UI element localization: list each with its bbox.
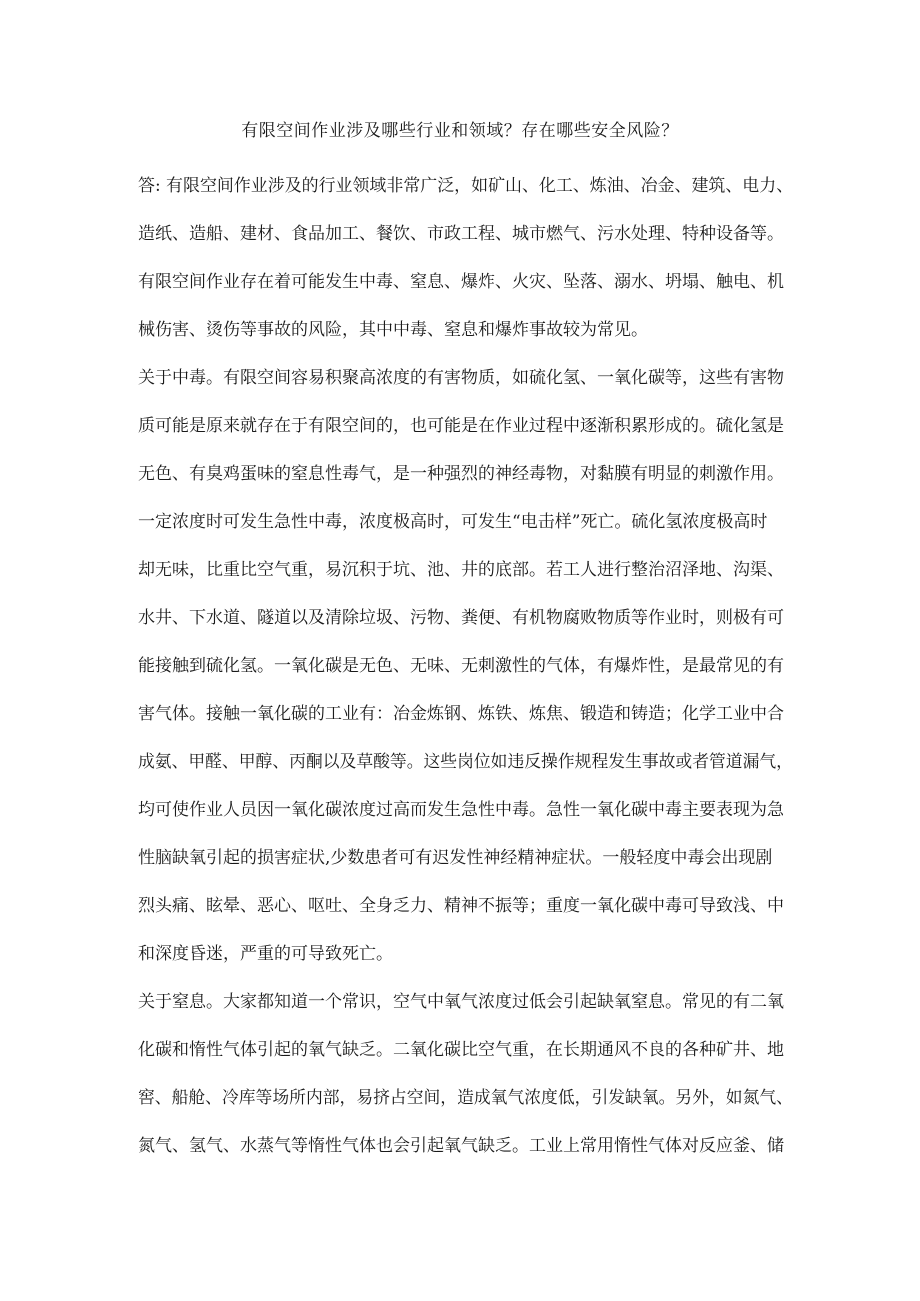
document-title: 有限空间作业涉及哪些行业和领域？存在哪些安全风险？ [241,121,679,141]
body-line: 和深度昏迷，严重的可导致死亡。 [138,944,393,964]
body-line: 械伤害、烫伤等事故的风险，其中中毒、窒息和爆炸事故较为常见。 [138,320,648,340]
body-line: 质可能是原来就存在于有限空间的，也可能是在作业过程中逐渐积累形成的。硫化氢是 [138,416,784,436]
body-line: 关于窒息。大家都知道一个常识，空气中氧气浓度过低会引起缺氧窒息。常见的有二氧 [138,992,784,1012]
body-line: 有限空间作业存在着可能发生中毒、窒息、爆炸、火灾、坠落、溺水、坍塌、触电、机 [138,272,784,292]
body-line: 水井、下水道、隧道以及清除垃圾、污物、粪便、有机物腐败物质等作业时，则极有可 [138,608,784,628]
body-line: 一定浓度时可发生急性中毒，浓度极高时，可发生“电击样”死亡。硫化氢浓度极高时 [138,512,768,532]
body-line: 化碳和惰性气体引起的氧气缺乏。二氧化碳比空气重，在长期通风不良的各种矿井、地 [138,1040,784,1060]
body-line: 关于中毒。有限空间容易积聚高浓度的有害物质，如硫化氢、一氧化碳等，这些有害物 [138,368,784,388]
body-line: 烈头痛、眩晕、恶心、呕吐、全身乏力、精神不振等；重度一氧化碳中毒可导致浅、中 [138,896,784,916]
body-line: 造纸、造船、建材、食品加工、餐饮、市政工程、城市燃气、污水处理、特种设备等。 [138,224,784,244]
body-line: 均可使作业人员因一氧化碳浓度过高而发生急性中毒。急性一氧化碳中毒主要表现为急 [138,800,784,820]
body-line: 窖、船舱、冷库等场所内部，易挤占空间，造成氧气浓度低，引发缺氧。另外，如氮气、 [138,1088,793,1108]
body-line: 答: 有限空间作业涉及的行业领域非常广泛，如矿山、化工、炼油、冶金、建筑、电力、 [138,176,794,196]
body-line: 成氨、甲醛、甲醇、丙酮以及草酸等。这些岗位如违反操作规程发生事故或者管道漏气， [138,752,793,772]
body-line: 氮气、氢气、水蒸气等惰性气体也会引起氧气缺乏。工业上常用惰性气体对反应釜、储 [138,1136,784,1156]
body-line: 性脑缺氧引起的损害症状,少数患者可有迟发性神经精神症状。一般轻度中毒会出现剧 [138,848,773,868]
body-line: 却无味，比重比空气重，易沉积于坑、池、井的底部。若工人进行整治沼泽地、沟渠、 [138,560,784,580]
body-line: 能接触到硫化氢。一氧化碳是无色、无味、无刺激性的气体，有爆炸性，是最常见的有 [138,656,784,676]
body-line: 害气体。接触一氧化碳的工业有：冶金炼钢、炼铁、炼焦、锻造和铸造；化学工业中合 [138,704,784,724]
body-line: 无色、有臭鸡蛋味的窒息性毒气，是一种强烈的神经毒物，对黏膜有明显的刺激作用。 [138,464,784,484]
